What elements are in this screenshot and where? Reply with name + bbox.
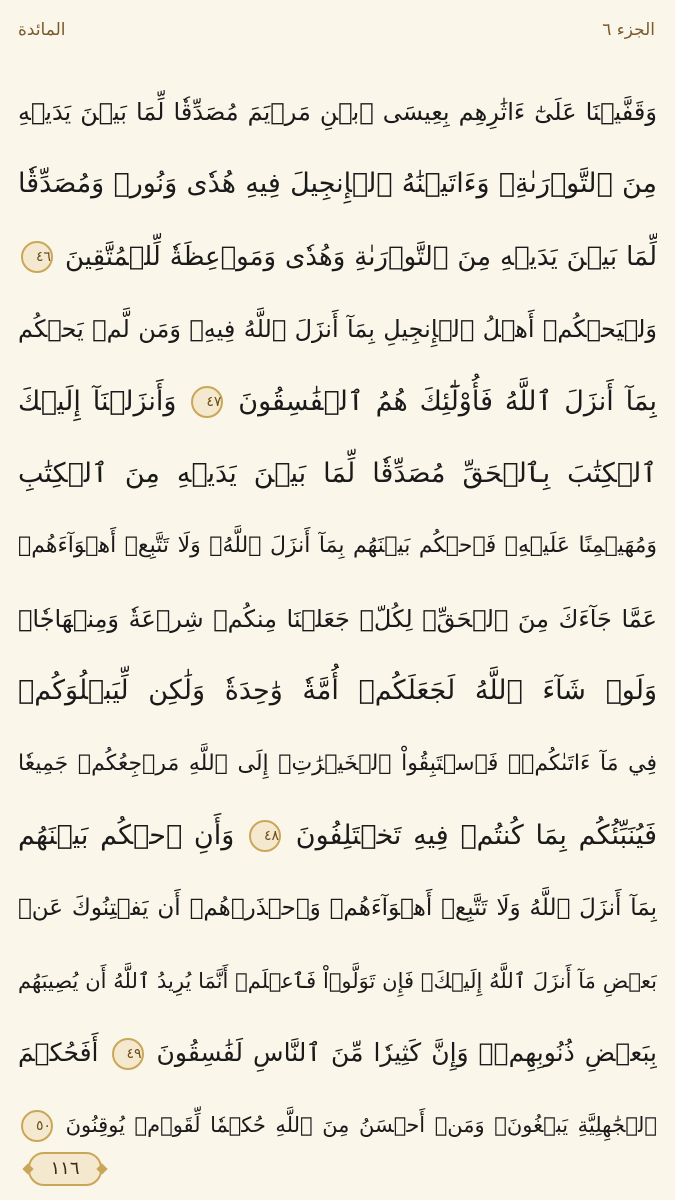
quran-line <box>18 510 657 582</box>
verse-text: ٱلۡكِتَٰبَ بِٱلۡحَقِّ مُصَدِّقٗا لِّمَا بَيۡنَ يَدَيۡهِ مِنَ ٱلۡكِتَٰبِ <box>18 457 657 489</box>
quran-line <box>18 872 657 944</box>
verse-text: بِمَآ أَنزَلَ ٱللَّهُ وَلَا تَتَّبِعۡ أَهۡوَآءَهُمۡ وَٱحۡذَرۡهُمۡ أَن يَفۡتِنُوكَ عَنۢ <box>18 895 657 922</box>
quran-line <box>18 221 657 293</box>
verse-text: فِي مَآ ءَاتَىٰكُمۡۖ فَٱسۡتَبِقُواْ ٱلۡخَيۡرَٰتِۚ إِلَى ٱللَّهِ مَرۡجِعُكُمۡ جَمِيعٗا <box>18 750 657 776</box>
quran-line <box>18 583 657 655</box>
verse-text: عَمَّا جَآءَكَ مِنَ ٱلۡحَقِّۚ لِكُلّٖ جَعَلۡنَا مِنكُمۡ شِرۡعَةٗ وَمِنۡهَاجٗاۚ <box>18 604 657 633</box>
verse-text: وَمُهَيۡمِنًا عَلَيۡهِۖ فَٱحۡكُم بَيۡنَهُم بِمَآ أَنزَلَ ٱللَّهُۖ وَلَا تَتَّبِعۡ أَهۡوَآءَهُمۡ <box>18 533 657 559</box>
ayah-number-marker: ٤٦ <box>21 241 53 273</box>
quran-line <box>18 148 657 220</box>
verse-text: ٱلۡجَٰهِلِيَّةِ يَبۡغُونَۚ وَمَنۡ أَحۡسَنُ مِنَ ٱللَّهِ حُكۡمٗا لِّقَوۡمٖ يُوقِنُونَ <box>65 1113 657 1138</box>
verse-text: بِبَعۡضِ ذُنُوبِهِمۡۗ وَإِنَّ كَثِيرٗا مِّنَ ٱلنَّاسِ لَفَٰسِقُونَ <box>156 1038 657 1068</box>
verse-text: وَلَوۡ شَآءَ ٱللَّهُ لَجَعَلَكُمۡ أُمَّةٗ وَٰحِدَةٗ وَلَٰكِن لِّيَبۡلُوَكُمۡ <box>18 675 657 707</box>
verse-text: لِّمَا بَيۡنَ يَدَيۡهِ مِنَ ٱلتَّوۡرَىٰةِ وَهُدٗى وَمَوۡعِظَةٗ لِّلۡمُتَّقِينَ <box>64 241 657 272</box>
verse-text: وَلۡيَحۡكُمۡ أَهۡلُ ٱلۡإِنجِيلِ بِمَآ أَنزَلَ ٱللَّهُ فِيهِۚ وَمَن لَّمۡ يَحۡكُم <box>18 315 657 344</box>
verse-text: أَفَحُكۡمَ <box>18 1038 99 1068</box>
quran-line <box>18 76 657 148</box>
verse-text: مِنَ ٱلتَّوۡرَىٰةِۖ وَءَاتَيۡنَٰهُ ٱلۡإِنجِيلَ فِيهِ هُدٗى وَنُورٞ وَمُصَدِّقٗا <box>18 168 657 200</box>
quran-line <box>18 655 657 727</box>
verse-text: بَعۡضِ مَآ أَنزَلَ ٱللَّهُ إِلَيۡكَۖ فَإِن تَوَلَّوۡاْ فَٱعۡلَمۡ أَنَّمَا يُرِيدُ ٱللَّهُ أَن يُصِيبَهُم <box>18 968 657 993</box>
juz-label: الجزء ٦ <box>602 20 655 40</box>
quran-line <box>18 366 657 438</box>
verse-text: وَقَفَّيۡنَا عَلَىٰٓ ءَاثَٰرِهِم بِعِيسَى ٱبۡنِ مَرۡيَمَ مُصَدِّقٗا لِّمَا بَيۡنَ يَدَيۡهِ <box>18 98 657 126</box>
surah-name: المائدة <box>18 20 66 40</box>
page-header <box>0 0 675 64</box>
page-footer <box>0 1134 675 1200</box>
quran-line <box>18 728 657 800</box>
ayah-number-marker: ٤٧ <box>191 386 223 418</box>
verse-text: بِمَآ أَنزَلَ ٱللَّهُ فَأُوْلَٰٓئِكَ هُمُ ٱلۡفَٰسِقُونَ <box>238 385 657 417</box>
quran-line <box>18 1017 657 1089</box>
quran-line <box>18 438 657 510</box>
ayah-number-marker: ٤٨ <box>249 820 281 852</box>
verse-text: وَأَنزَلۡنَآ إِلَيۡكَ <box>18 385 177 417</box>
verse-text: وَأَنِ ٱحۡكُم بَيۡنَهُم <box>18 819 235 851</box>
quran-line <box>18 800 657 872</box>
quran-text-block <box>18 76 657 1162</box>
quran-line <box>18 945 657 1017</box>
verse-text: فَيُنَبِّئُكُم بِمَا كُنتُمۡ فِيهِ تَخۡتَلِفُونَ <box>295 819 657 851</box>
ayah-number-marker: ٥٠ <box>21 1110 53 1142</box>
quran-line <box>18 293 657 365</box>
ayah-number-marker: ٤٩ <box>112 1038 144 1070</box>
page-number-badge: ١١٦ <box>28 1152 102 1186</box>
